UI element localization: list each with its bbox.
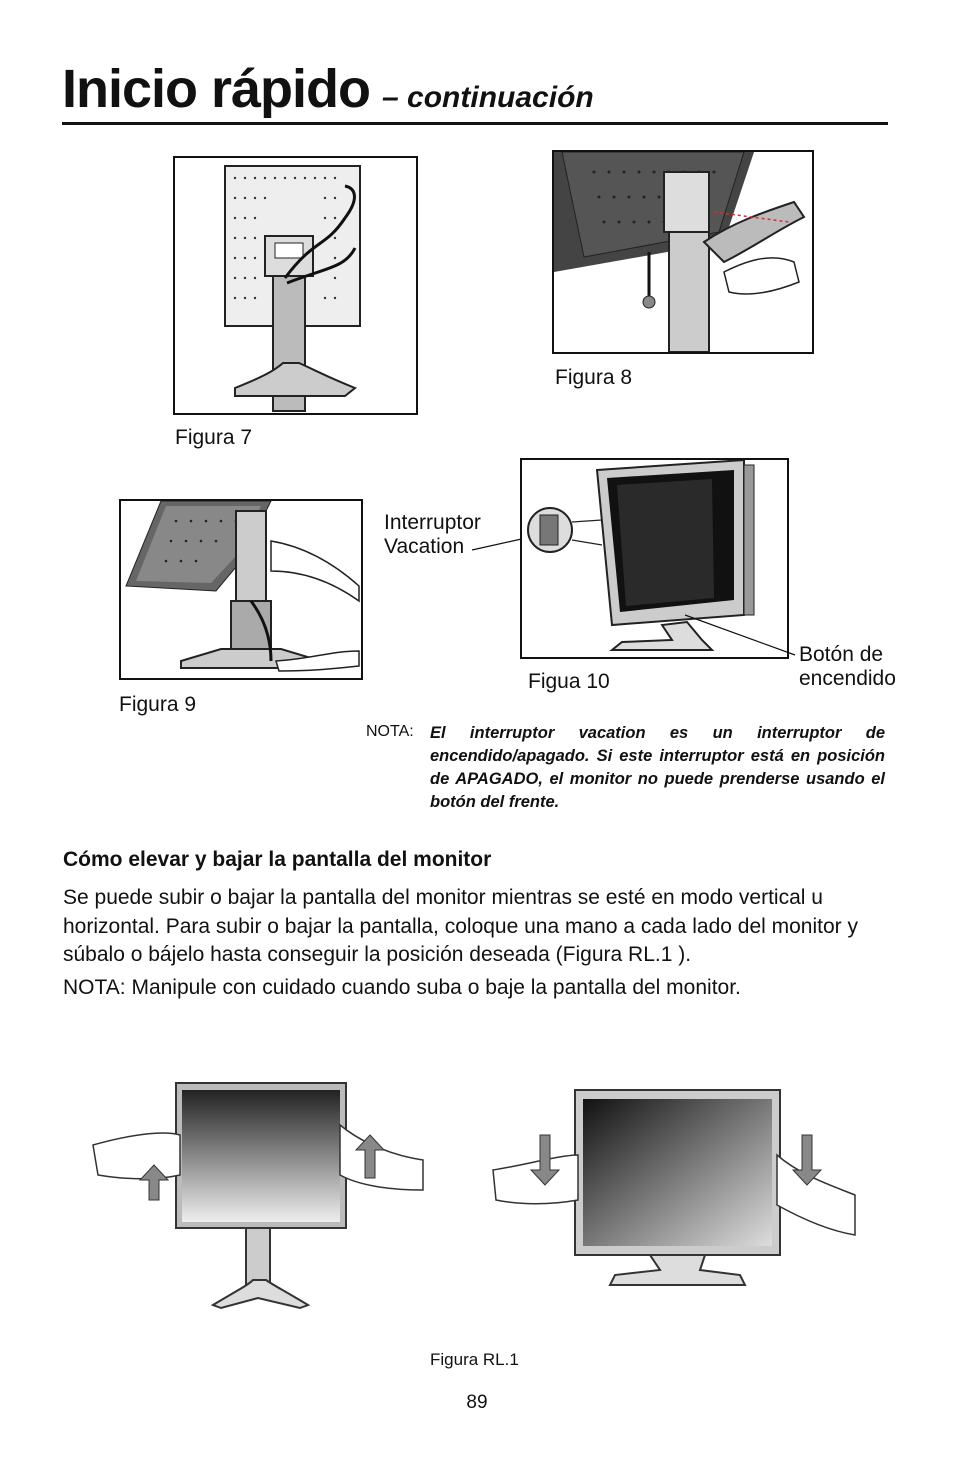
title-main: Inicio rápido bbox=[62, 59, 371, 119]
figure-8-image bbox=[552, 150, 814, 354]
power-label-line1: Botón de bbox=[799, 643, 884, 666]
page-number: 89 bbox=[466, 1392, 488, 1413]
section-body: Se puede subir o bajar la pantalla del monitor mientras se esté en modo vertical u horizontal. Para subir o bajar la pantalla, coloque una mano a cada lado del monitor y súbalo o bájelo hasta conseguir la posición deseada (Figura RL.1 ). bbox=[63, 886, 858, 966]
note-label: NOTA: bbox=[366, 723, 414, 740]
vacation-label-line1: Interruptor bbox=[384, 511, 481, 534]
power-leader-line bbox=[680, 610, 800, 660]
figure-rl1-caption: Figura RL.1 bbox=[430, 1350, 519, 1369]
figure-rl1-lower-image bbox=[490, 1085, 860, 1295]
vacation-switch-label bbox=[384, 511, 481, 559]
power-label-line2: encendido bbox=[799, 667, 896, 690]
figure-7-caption: Figura 7 bbox=[175, 426, 253, 449]
title-rule bbox=[62, 122, 888, 125]
title-continuation: – continuación bbox=[382, 81, 594, 114]
note-text: El interruptor vacation es un interruptor de encendido/apagado. Si este interruptor está en posición de APAGADO, el monitor no puede prenderse usando el botón del frente. bbox=[430, 724, 885, 811]
section-heading: Cómo elevar y bajar la pantalla del monitor bbox=[63, 848, 492, 871]
figure-9-caption: Figura 9 bbox=[119, 693, 197, 716]
figure-8-caption: Figura 8 bbox=[555, 366, 633, 389]
power-button-label bbox=[799, 643, 896, 691]
page-title bbox=[62, 58, 594, 120]
section-note: NOTA: Manipule con cuidado cuando suba o baje la pantalla del monitor. bbox=[63, 976, 741, 999]
figure-9-image bbox=[119, 499, 363, 680]
figure-rl1-raise-image bbox=[88, 1080, 428, 1310]
vacation-label-line2: Vacation bbox=[384, 535, 465, 558]
figure-7-image bbox=[173, 156, 418, 415]
figure-10-caption: Figua 10 bbox=[528, 670, 610, 693]
